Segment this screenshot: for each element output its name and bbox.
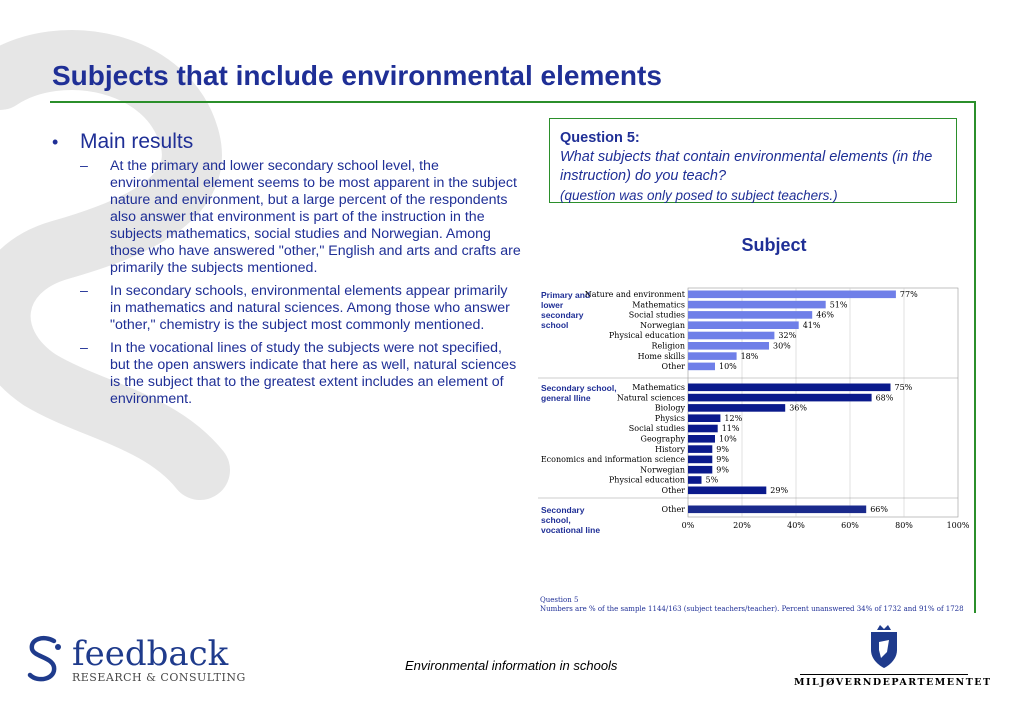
bar bbox=[688, 435, 715, 443]
group-label: Secondary school, bbox=[541, 383, 617, 393]
value-label: 68% bbox=[875, 393, 894, 403]
question-note: (question was only posed to subject teachers.) bbox=[560, 188, 838, 203]
category-label: History bbox=[654, 444, 685, 454]
bar bbox=[688, 384, 891, 392]
bar bbox=[688, 445, 712, 453]
main-bullet bbox=[52, 130, 522, 154]
value-label: 30% bbox=[773, 341, 791, 351]
bar bbox=[688, 466, 712, 474]
category-label: Mathematics bbox=[632, 300, 685, 310]
x-tick-label: 0% bbox=[681, 521, 695, 530]
footer-caption: Environmental information in schools bbox=[405, 658, 618, 673]
bar bbox=[688, 487, 766, 495]
bar bbox=[688, 332, 774, 340]
main-bullet-label: Main results bbox=[80, 130, 194, 153]
group-label: Primary and bbox=[541, 290, 591, 300]
group-label: general lline bbox=[541, 393, 591, 403]
sub-bullet bbox=[52, 340, 522, 408]
chart-title: Subject bbox=[741, 235, 807, 255]
category-label: Home skills bbox=[637, 351, 685, 361]
value-label: 66% bbox=[870, 505, 888, 514]
bar bbox=[688, 404, 785, 412]
value-label: 32% bbox=[778, 331, 797, 341]
x-tick-label: 60% bbox=[841, 521, 859, 530]
value-label: 12% bbox=[724, 413, 743, 423]
category-label: Physical education bbox=[608, 475, 685, 485]
x-tick-label: 80% bbox=[895, 521, 913, 530]
question-title: Question 5: bbox=[560, 130, 640, 146]
value-label: 77% bbox=[899, 290, 918, 299]
group-label: Secondary bbox=[541, 505, 585, 515]
value-label: 75% bbox=[894, 383, 913, 392]
group-label: secondary bbox=[541, 310, 584, 320]
bar bbox=[688, 456, 712, 464]
bar bbox=[688, 414, 720, 422]
category-label: Other bbox=[661, 505, 685, 514]
chart-note: Numbers are % of the sample 1144/163 (subject teachers/teacher). Percent unanswered 34% of 1732 and 91% of 1728 bbox=[540, 605, 964, 613]
bar bbox=[688, 311, 812, 319]
category-label: Physics bbox=[654, 413, 685, 423]
x-tick-label: 100% bbox=[946, 521, 970, 530]
logo-main-text: feedback bbox=[72, 634, 229, 674]
category-label: Physical education bbox=[608, 331, 685, 341]
category-label: Geography bbox=[640, 434, 685, 444]
value-label: 41% bbox=[802, 320, 821, 330]
bar bbox=[688, 425, 718, 433]
category-label: Social studies bbox=[628, 424, 685, 434]
value-label: 5% bbox=[705, 475, 719, 485]
category-label: Mathematics bbox=[632, 383, 685, 392]
value-label: 10% bbox=[719, 362, 737, 372]
category-label: Social studies bbox=[628, 310, 685, 320]
group-label: school bbox=[541, 320, 569, 330]
sub-bullet-text: In the vocational lines of study the subjects were not specified, but the open answers indicate that here as well, natural sciences is the subject that to the greatest extent includes an element of environment. bbox=[110, 340, 517, 407]
sub-bullet-text: At the primary and lower secondary school level, the environmental element seems to be most apparent in the subject nature and environment, but a large percent of the respondents also answer that environment is part of the instruction in the subjects mathematics, social studies and Norwegian. Among those who have answered "other," English and arts and crafts are primarily the subjects mentioned. bbox=[110, 158, 521, 276]
category-label: Norwegian bbox=[640, 465, 685, 475]
category-label: Norwegian bbox=[640, 320, 685, 330]
feedback-logo-mark-icon bbox=[24, 635, 66, 683]
bar bbox=[688, 301, 826, 309]
bar bbox=[688, 363, 715, 371]
group-label: lower bbox=[541, 300, 564, 310]
bar bbox=[688, 394, 872, 402]
category-label: Religion bbox=[651, 341, 685, 351]
value-label: 29% bbox=[770, 486, 789, 495]
category-label: Other bbox=[661, 486, 685, 495]
value-label: 11% bbox=[721, 424, 740, 434]
value-label: 51% bbox=[829, 300, 848, 310]
ministry-line bbox=[800, 674, 968, 675]
chart-note: Question 5 bbox=[540, 596, 579, 604]
bar bbox=[688, 476, 702, 484]
ministry-logo bbox=[794, 622, 992, 688]
bar bbox=[688, 291, 896, 299]
value-label: 9% bbox=[716, 444, 730, 454]
value-label: 9% bbox=[716, 465, 730, 475]
value-label: 36% bbox=[789, 403, 807, 413]
bar bbox=[688, 506, 866, 514]
sub-bullet-text: In secondary schools, environmental elements appear primarily in mathematics and natural sciences. Among those who answer "other," chemistry is the subject most commonly mentioned. bbox=[110, 283, 510, 333]
value-label: 9% bbox=[716, 455, 730, 465]
bar bbox=[688, 321, 799, 329]
value-label: 18% bbox=[740, 351, 759, 361]
category-label: Natural sciences bbox=[616, 393, 685, 403]
question-text: What subjects that contain environmental elements (in the instruction) do you teach? bbox=[560, 149, 933, 184]
sub-bullet bbox=[52, 158, 522, 277]
right-divider bbox=[974, 101, 976, 613]
bar bbox=[688, 342, 769, 350]
category-label: Other bbox=[661, 362, 685, 372]
x-tick-label: 20% bbox=[733, 521, 751, 530]
question-box bbox=[549, 118, 957, 203]
bar bbox=[688, 352, 737, 360]
subject-bar-chart bbox=[538, 230, 970, 615]
bullet-dot-icon: • bbox=[52, 132, 59, 152]
value-label: 10% bbox=[719, 434, 737, 444]
sub-bullet-list bbox=[52, 158, 522, 408]
ministry-name: MILJØVERNDEPARTEMENTET bbox=[794, 677, 992, 688]
dash-icon: – bbox=[80, 283, 88, 299]
value-label: 46% bbox=[816, 310, 834, 320]
title-divider bbox=[50, 101, 976, 103]
feedback-logo bbox=[24, 635, 246, 684]
dash-icon: – bbox=[80, 158, 88, 174]
category-label: Economics and information science bbox=[540, 455, 685, 465]
group-label: vocational line bbox=[541, 525, 601, 535]
coat-of-arms-icon bbox=[859, 622, 909, 672]
results-list bbox=[52, 130, 522, 414]
category-label: Nature and environment bbox=[584, 290, 685, 299]
group-label: school, bbox=[541, 515, 571, 525]
page-title: Subjects that include environmental elements bbox=[52, 60, 662, 91]
dash-icon: – bbox=[80, 340, 88, 356]
logo-sub-text: RESEARCH & CONSULTING bbox=[72, 671, 246, 684]
sub-bullet bbox=[52, 283, 522, 334]
x-tick-label: 40% bbox=[787, 521, 805, 530]
category-label: Biology bbox=[654, 403, 685, 413]
